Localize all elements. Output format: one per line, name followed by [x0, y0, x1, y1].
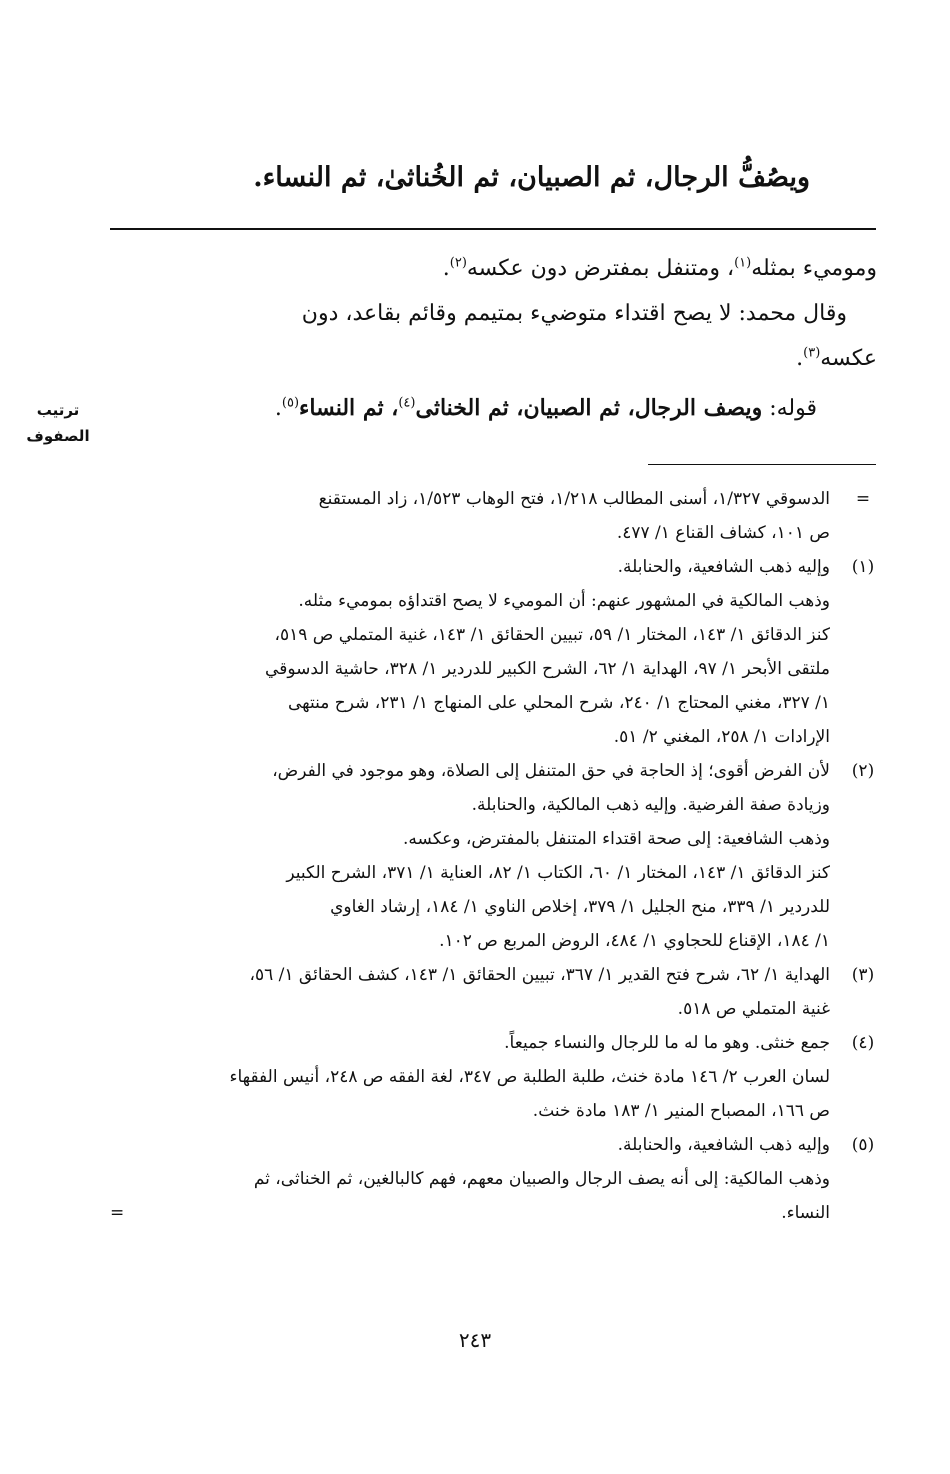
main-text-line: عكسه$^{(٣)}$. [796, 345, 877, 371]
footnote-separator [648, 464, 876, 465]
footnote-line: (٥) وإليه ذهب الشافعية، والحنابلة. [105, 1128, 880, 1162]
footnote-line: وزيادة صفة الفرضية. وإليه ذهب المالكية، والحنابلة. [471, 795, 830, 815]
footnotes [105, 482, 880, 1230]
footnote-line: ملتقى الأبحر ١/ ٩٧، الهداية ١/ ٦٢، الشرح الكبير للدردير ١/ ٣٢٨، حاشية الدسوقي [265, 659, 830, 679]
footnote-line: كنز الدقائق ١/ ١٤٣، المختار ١/ ٥٩، تبيين الحقائق ١/ ١٤٣، غنية المتملي ص ٥١٩، [274, 625, 830, 645]
footnote-line: (٣) الهداية ١/ ٦٢، شرح فتح القدير ١/ ٣٦٧، تبيين الحقائق ١/ ١٤٣، كشف الحقائق ١/ ٥٦، [105, 958, 880, 992]
footnote-ref: (٥) [281, 395, 300, 411]
footnote-line: ١/ ٣٢٧، مغني المحتاج ١/ ٢٤٠، شرح المحلي على المنهاج ١/ ٢٣١، شرح منتهى [287, 693, 830, 713]
footnote-ref: (١) [734, 255, 752, 271]
main-text-line: وموميء بمثله$^{(١)}$، ومتنفل بمفترض دون عكسه$^{(٢)}$. [442, 255, 877, 281]
footnote-line: ص ١٦٦، المصباح المنير ١/ ١٨٣ مادة خنث. [532, 1101, 830, 1121]
footnote-number: (٤) [851, 1033, 875, 1053]
footnote-line: الإرادات ١/ ٢٥٨، المغني ٢/ ٥١. [613, 727, 830, 747]
running-header: ويصُفُّ الرجال، ثم الصبيان، ثم الخُناثىٰ، ثم النساء. [253, 162, 810, 193]
footnote-line: للدردير ١/ ٣٣٩، منح الجليل ١/ ٣٧٩، إخلاص الناوي ١/ ١٨٤، إرشاد الغاوي [330, 897, 830, 917]
footnote-number: (٥) [851, 1135, 875, 1155]
footnote-line: غنية المتملي ص ٥١٨. [677, 999, 830, 1019]
footnote-line: كنز الدقائق ١/ ١٤٣، المختار ١/ ٦٠، الكتاب ١/ ٨٢، العناية ١/ ٣٧١، الشرح الكبير [286, 863, 830, 883]
footnote-line: لسان العرب ٢/ ١٤٦ مادة خنث، طلبة الطلبة ص ٣٤٧، لغة الفقه ص ٢٤٨، أنيس الفقهاء [229, 1067, 830, 1087]
main-text [105, 246, 877, 381]
footnote-number: (٢) [851, 761, 875, 781]
margin-note: ترتيب الصفوف [26, 401, 90, 445]
quoted-statement: قوله: ويصف الرجال، ثم الصبيان، ثم الخناثى$^{(٤)}$، ثم النساء$^{(٥)}$. [274, 395, 817, 421]
footnote-number: (١) [851, 557, 875, 577]
footnote-line: وذهب المالكية: إلى أنه يصف الرجال والصبيان معهم، فهم كالبالغين، ثم الخناثى، ثم [253, 1169, 830, 1189]
footnote-ref: (٤) [398, 395, 416, 411]
footnote-line: وذهب المالكية في المشهور عنهم: أن الموميء لا يصح اقتداؤه بموميء مثله. [298, 591, 830, 611]
footnote-line: ١/ ١٨٤، الإقناع للحجاوي ١/ ٤٨٤، الروض المربع ص ١٠٢. [439, 931, 830, 951]
footnote-line: = الدسوقي ١/٣٢٧، أسنى المطالب ١/٢١٨، فتح الوهاب ١/٥٢٣، زاد المستقنع [105, 482, 880, 516]
footnote-line: وذهب الشافعية: إلى صحة اقتداء المتنفل بالمفترض، وعكسه. [403, 829, 830, 849]
continuation-mark: = [110, 1203, 125, 1223]
footnote-line: (١) وإليه ذهب الشافعية، والحنابلة. [105, 550, 880, 584]
footnote-ref: (٢) [449, 255, 467, 271]
footnote-line: (٤) جمع خنثى. وهو ما له ما للرجال والنساء جميعاً. [105, 1026, 880, 1060]
main-text-line: وقال محمد: لا يصح اقتداء متوضيء بمتيمم وقائم بقاعد، دون [301, 301, 847, 326]
continuation-mark: = [855, 489, 871, 509]
footnote-line: ص ١٠١، كشاف القناع ١/ ٤٧٧. [616, 523, 830, 543]
footnote-line: النساء. = [105, 1196, 880, 1230]
footnote-number: (٣) [851, 965, 875, 985]
footnote-ref: (٣) [803, 345, 821, 361]
page-number: ٢٤٣ [458, 1328, 492, 1352]
footnote-line: (٢) لأن الفرض أقوى؛ إذ الحاجة في حق المتنفل إلى الصلاة، وهو موجود في الفرض، [105, 754, 880, 788]
header-rule [110, 228, 876, 230]
